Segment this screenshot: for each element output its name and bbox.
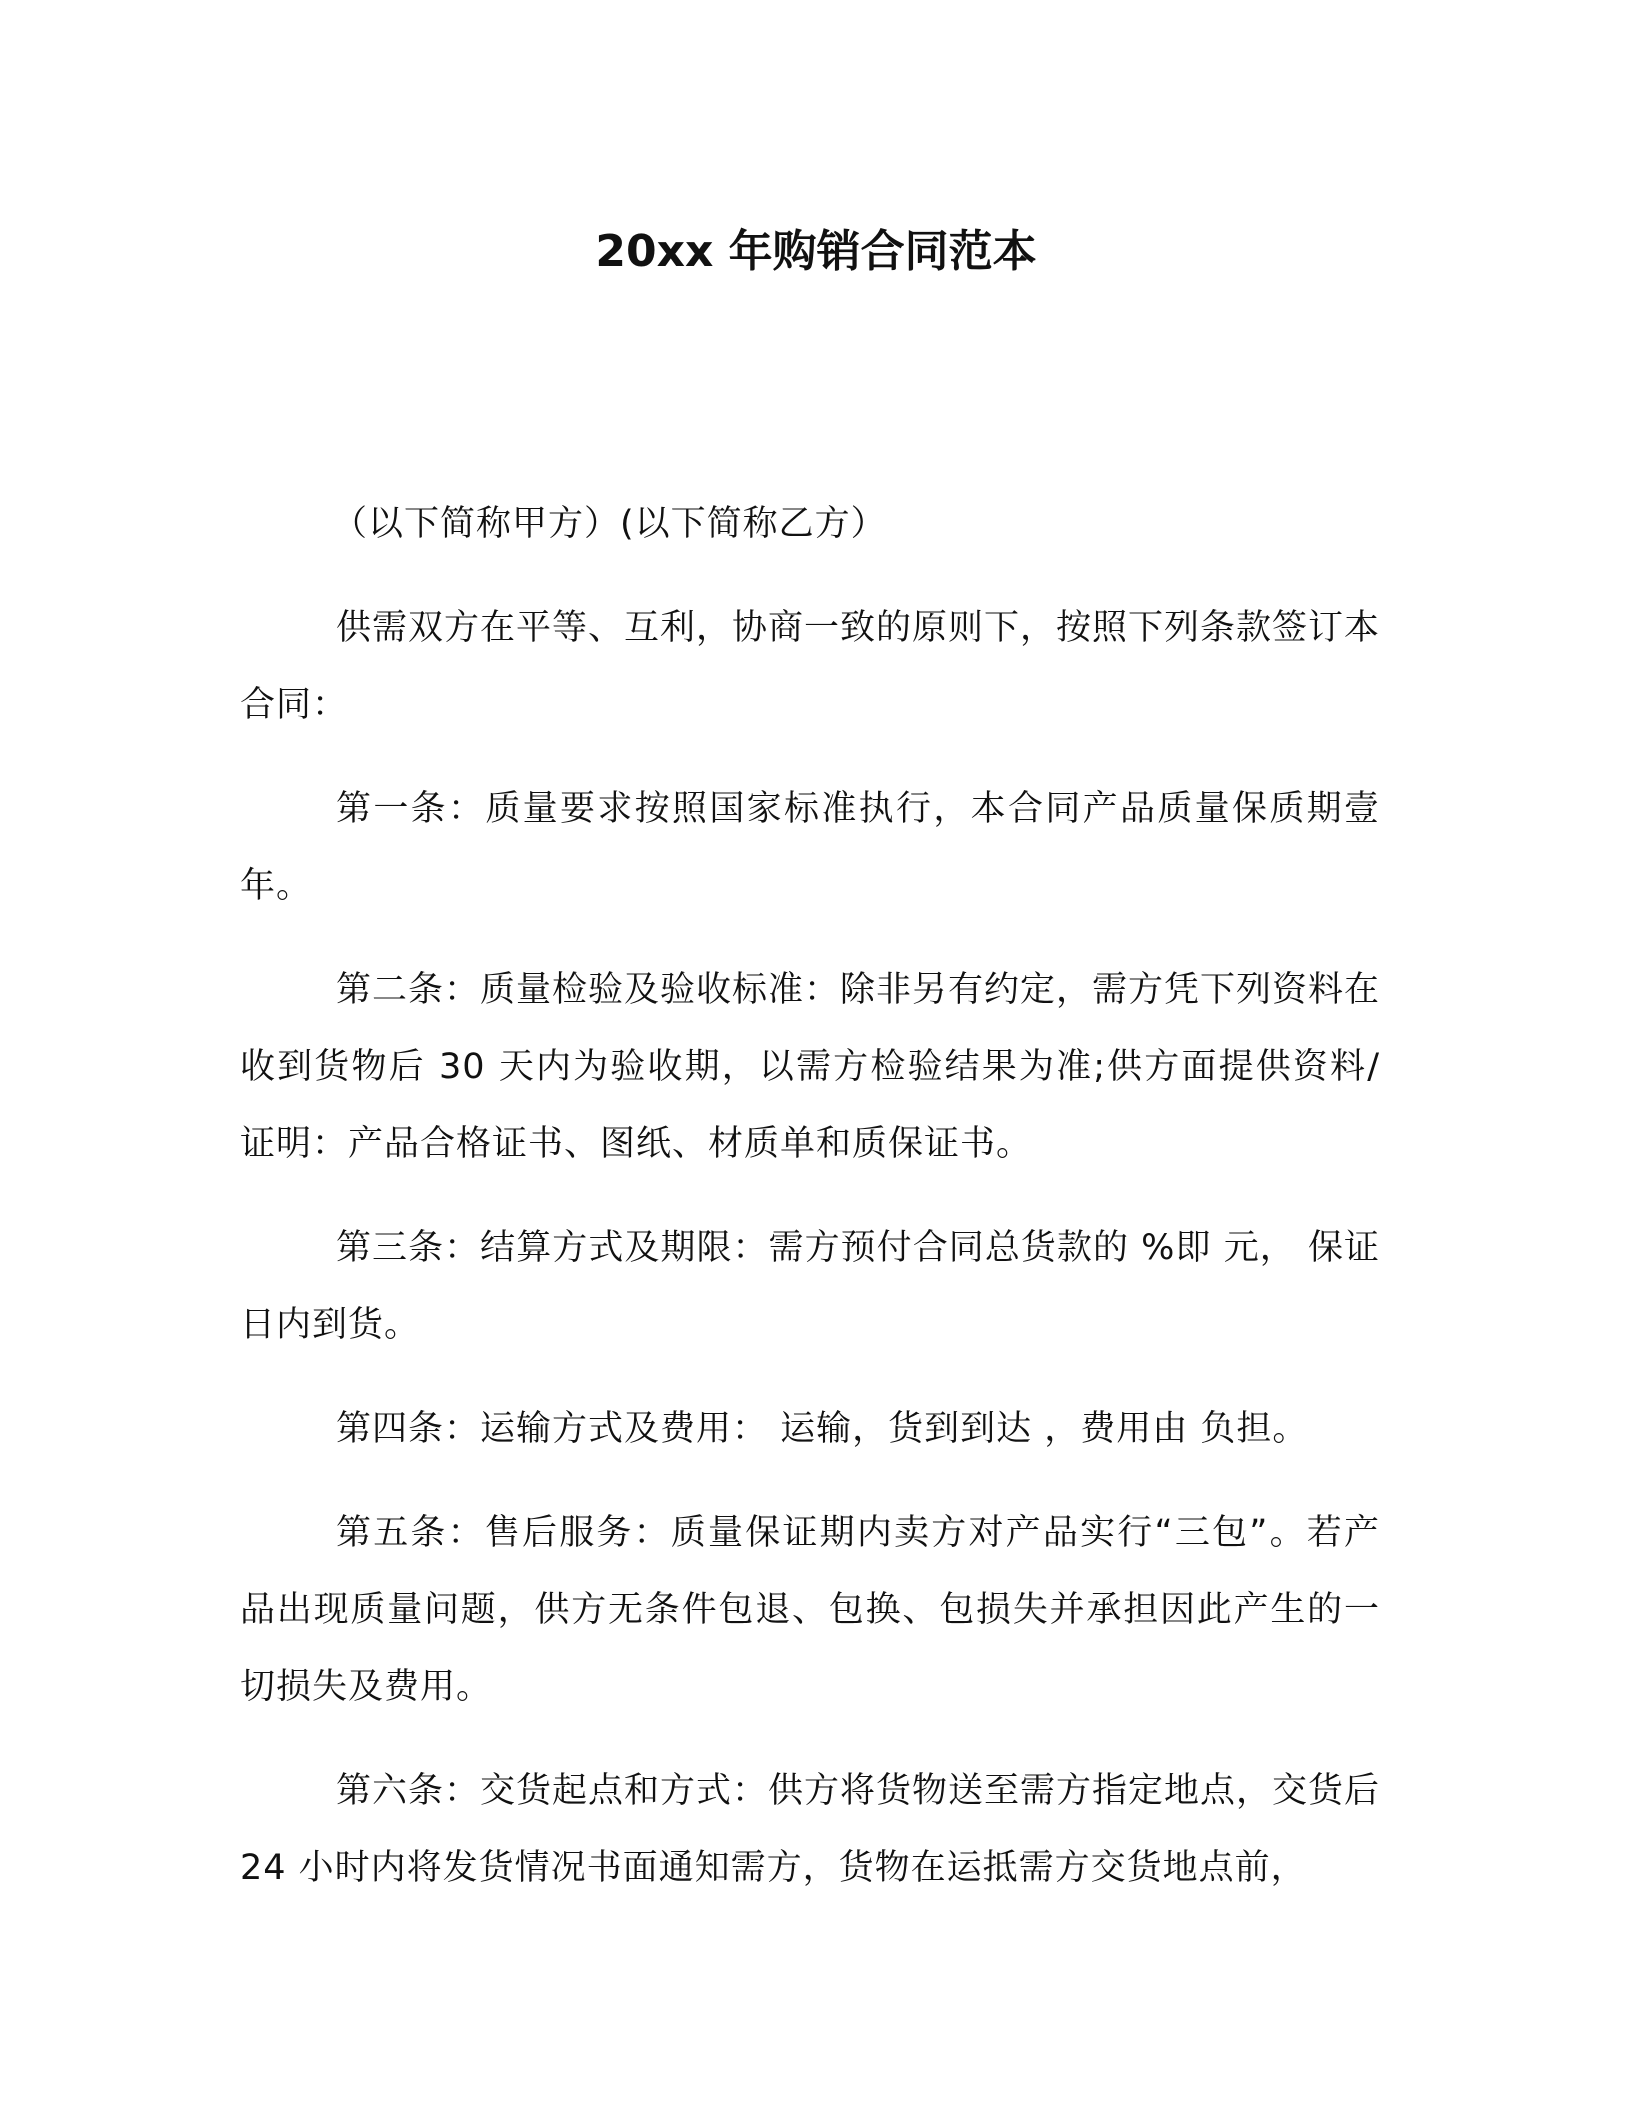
parties-line: （以下简称甲方）(以下简称乙方） [332, 504, 887, 544]
article-1-paragraph: 第一条：质量要求按照国家标准执行，本合同产品质量保质期壹年。 [240, 789, 1380, 906]
document-title: 20xx 年购销合同范本 [595, 226, 1037, 277]
document-body [240, 486, 1380, 1934]
article-2-paragraph: 第二条：质量检验及验收标准：除非另有约定，需方凭下列资料在收到货物后 30 天内为验收期，以需方检验结果为准;供方面提供资料/证明：产品合格证书、图纸、材质单和质保证书。 [240, 970, 1381, 1164]
article-6-paragraph: 第六条：交货起点和方式：供方将货物送至需方指定地点，交货后 24 小时内将发货情况书面通知需方，货物在运抵需方交货地点前， [240, 1771, 1381, 1888]
article-3-paragraph: 第三条：结算方式及期限：需方预付合同总货款的 %即 元， 保证 日内到货。 [240, 1228, 1380, 1345]
article-5-paragraph: 第五条：售后服务：质量保证期内卖方对产品实行“三包”。若产品出现质量问题，供方无条件包退、包换、包损失并承担因此产生的一切损失及费用。 [240, 1513, 1380, 1707]
preamble-paragraph: 供需双方在平等、互利，协商一致的原则下，按照下列条款签订本合同： [240, 608, 1381, 725]
article-4-paragraph: 第四条：运输方式及费用： 运输，货到到达 ，费用由 负担。 [336, 1409, 1309, 1449]
